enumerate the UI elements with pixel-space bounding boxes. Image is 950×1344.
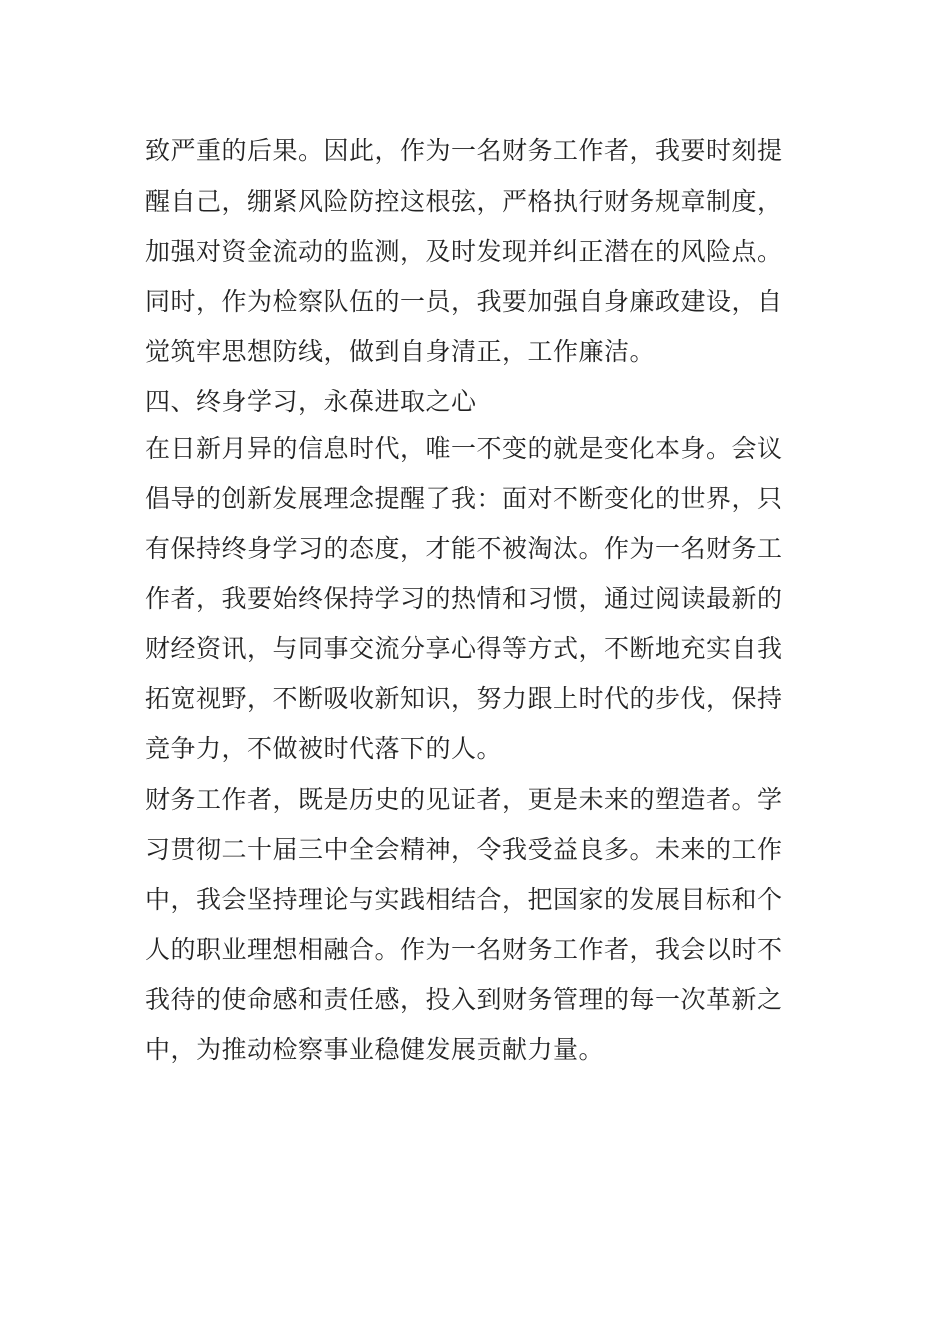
text-line: 财务工作者，既是历史的见证者，更是未来的塑造者。学 xyxy=(145,785,783,814)
text-line: 拓宽视野，不断吸收新知识，努力跟上时代的步伐，保持 xyxy=(145,684,783,713)
text-line: 中，我会坚持理论与实践相结合，把国家的发展目标和个 xyxy=(145,885,783,914)
text-line: 觉筑牢思想防线，做到自身清正，工作廉洁。 xyxy=(145,337,656,366)
text-line: 致严重的后果。因此，作为一名财务工作者，我要时刻提 xyxy=(145,136,783,165)
text-line: 醒自己，绷紧风险防控这根弦，严格执行财务规章制度， xyxy=(145,187,783,216)
text-line: 人的职业理想相融合。作为一名财务工作者，我会以时不 xyxy=(145,935,783,964)
text-line: 竞争力，不做被时代落下的人。 xyxy=(145,734,503,763)
text-line: 有保持终身学习的态度，才能不被淘汰。作为一名财务工 xyxy=(145,534,783,563)
text-line: 我待的使命感和责任感，投入到财务管理的每一次革新之 xyxy=(145,985,783,1014)
text-line: 在日新月异的信息时代，唯一不变的就是变化本身。会议 xyxy=(145,434,783,463)
text-line: 倡导的创新发展理念提醒了我：面对不断变化的世界，只 xyxy=(145,484,783,513)
text-line: 财经资讯，与同事交流分享心得等方式，不断地充实自我 xyxy=(145,634,783,663)
text-line: 加强对资金流动的监测，及时发现并纠正潜在的风险点。 xyxy=(145,237,783,266)
text-line: 作者，我要始终保持学习的热情和习惯，通过阅读最新的 xyxy=(145,584,783,613)
text-line: 中，为推动检察事业稳健发展贡献力量。 xyxy=(145,1035,605,1064)
text-line: 习贯彻二十届三中全会精神，令我受益良多。未来的工作 xyxy=(145,835,783,864)
section-heading: 四、终身学习，永葆进取之心 xyxy=(145,387,477,416)
text-line: 同时，作为检察队伍的一员，我要加强自身廉政建设，自 xyxy=(145,287,783,316)
